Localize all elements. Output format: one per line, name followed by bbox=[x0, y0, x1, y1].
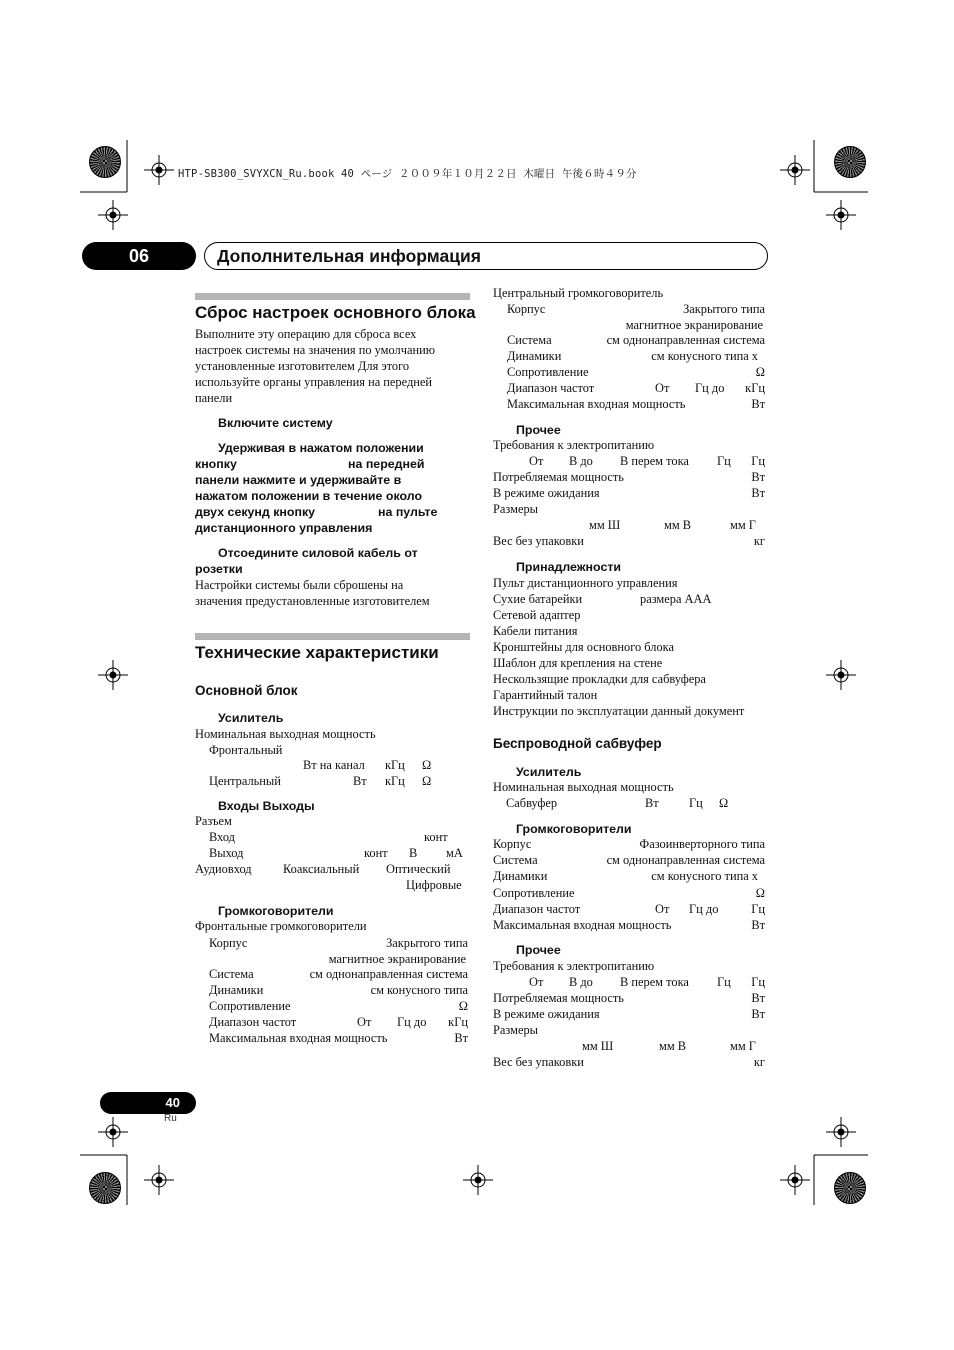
front-label: Фронтальный bbox=[209, 743, 283, 757]
max-power-row: Максимальная входная мощность Вт bbox=[507, 397, 765, 411]
chapter-title-box bbox=[204, 242, 768, 270]
rated-power-label: Номинальная выходная мощность bbox=[195, 727, 376, 741]
reset-result: Настройки системы были сброшены на значения предустановленные изготовителем bbox=[195, 578, 430, 608]
page-number-badge bbox=[100, 1092, 196, 1114]
print-file-line: HTP-SB300_SVYXCN_Ru.book 40 ページ ２００９年１０月２２日 木曜日 午後６時４９分 bbox=[178, 168, 637, 180]
amp-heading: Усилитель bbox=[516, 765, 582, 779]
section-title-reset: Сброс настроек основного блока bbox=[195, 303, 476, 322]
drivers-row: Динамики см конусного типа х bbox=[507, 349, 758, 363]
power-req-values: От В до В перем тока Гц Гц bbox=[529, 975, 765, 989]
shielding-row: магнитное экранирование bbox=[625, 318, 763, 332]
step-2-line: Удерживая в нажатом положении bbox=[218, 441, 424, 455]
other-heading: Прочее bbox=[516, 943, 561, 957]
audio-in-row: Аудиовход Коаксиальный Оптический bbox=[195, 862, 451, 876]
power-req-values: От В до В перем тока Гц Гц bbox=[529, 454, 765, 468]
main-unit-heading: Основной блок bbox=[195, 683, 298, 698]
crosshair-mark-icon bbox=[463, 1165, 493, 1195]
crosshair-mark-icon bbox=[144, 1165, 174, 1195]
crosshair-mark-icon bbox=[144, 155, 174, 185]
section-divider bbox=[195, 633, 470, 640]
speakers-heading: Громкоговорители bbox=[218, 904, 334, 918]
language-code: Ru bbox=[164, 1113, 177, 1124]
step-3-line: розетки bbox=[195, 562, 243, 576]
accessories-heading: Принадлежности bbox=[516, 560, 622, 574]
step-2-line: дистанционного управления bbox=[195, 521, 373, 535]
system-row: Система см однонаправленная система bbox=[493, 853, 765, 867]
weight-row: Вес без упаковки кг bbox=[493, 1055, 765, 1069]
rated-power-label: Номинальная выходная мощность bbox=[493, 780, 674, 794]
accessory-item: Нескользящие прокладки для сабвуфера bbox=[493, 672, 706, 686]
reset-intro: Выполните эту операцию для сброса всех настроек системы на значения по умолчанию установленные изготовителем Для этого используйте органы управления на передней панели bbox=[195, 327, 435, 405]
dimensions-values: мм Ш мм В мм Г bbox=[589, 518, 756, 532]
amp-heading: Усилитель bbox=[218, 711, 284, 725]
output-row: Выход конт В мА bbox=[209, 846, 463, 860]
crosshair-mark-icon bbox=[780, 1165, 810, 1195]
impedance-row: Сопротивление Ω bbox=[507, 365, 765, 379]
consumption-row: Потребляемая мощность Вт bbox=[493, 470, 765, 484]
crosshair-mark-icon bbox=[780, 155, 810, 185]
standby-row: В режиме ожидания Вт bbox=[493, 486, 765, 500]
starburst-mark-icon bbox=[89, 146, 121, 178]
weight-row: Вес без упаковки кг bbox=[493, 534, 765, 548]
enclosure-row: Корпус Закрытого типа bbox=[209, 936, 468, 950]
frequency-row: Диапазон частот От Гц до кГц bbox=[209, 1015, 468, 1029]
step-2-line: двух секунд кнопку на пульте bbox=[195, 505, 438, 519]
input-row: Вход конт bbox=[209, 830, 448, 844]
system-row: Система см однонаправленная система bbox=[507, 333, 765, 347]
frequency-row: Диапазон частот От Гц до кГц bbox=[507, 381, 765, 395]
starburst-mark-icon bbox=[834, 1172, 866, 1204]
step-2-line: кнопку на передней bbox=[195, 457, 425, 471]
power-req-label: Требования к электропитанию bbox=[493, 959, 655, 973]
accessory-item: Пульт дистанционного управления bbox=[493, 576, 678, 590]
max-power-row: Максимальная входная мощность Вт bbox=[209, 1031, 468, 1045]
drivers-row: Динамики см конусного типа х bbox=[493, 869, 758, 883]
crosshair-mark-icon bbox=[98, 660, 128, 690]
shielding-row: магнитное экранирование bbox=[328, 952, 466, 966]
power-req-label: Требования к электропитанию bbox=[493, 438, 655, 452]
page-number: 40 bbox=[165, 1095, 180, 1110]
accessory-item: Инструкции по эксплуатации данный документ bbox=[493, 704, 745, 718]
crosshair-mark-icon bbox=[98, 1117, 128, 1147]
io-heading: Входы Выходы bbox=[218, 799, 315, 813]
dimensions-label: Размеры bbox=[493, 502, 538, 516]
front-speakers-label: Фронтальные громкоговорители bbox=[195, 919, 367, 933]
accessory-item: Сетевой адаптер bbox=[493, 608, 581, 622]
enclosure-row: Корпус Закрытого типа bbox=[507, 302, 765, 316]
starburst-mark-icon bbox=[834, 146, 866, 178]
crosshair-mark-icon bbox=[98, 200, 128, 230]
front-values: Вт на канал кГц Ω bbox=[303, 758, 432, 772]
accessory-item: Кронштейны для основного блока bbox=[493, 640, 674, 654]
connector-label: Разъем bbox=[195, 814, 232, 828]
dimensions-values: мм Ш мм В мм Г bbox=[582, 1039, 756, 1053]
accessory-item: Шаблон для крепления на стене bbox=[493, 656, 663, 670]
step-2-line: нажатом положении в течение около bbox=[195, 489, 423, 503]
crosshair-mark-icon bbox=[826, 660, 856, 690]
section-title-specs: Технические характеристики bbox=[195, 643, 439, 662]
standby-row: В режиме ожидания Вт bbox=[493, 1007, 765, 1021]
enclosure-row: Корпус Фазоинверторного типа bbox=[493, 837, 765, 851]
impedance-row: Сопротивление Ω bbox=[209, 999, 468, 1013]
step-2-line: панели нажмите и удерживайте в bbox=[195, 473, 402, 487]
step-3-line: Отсоедините силовой кабель от bbox=[218, 546, 418, 560]
section-divider bbox=[195, 293, 470, 300]
accessory-item: Сухие батарейки размера AAA bbox=[493, 592, 712, 606]
accessory-item: Гарантийный талон bbox=[493, 688, 598, 702]
crosshair-mark-icon bbox=[826, 200, 856, 230]
consumption-row: Потребляемая мощность Вт bbox=[493, 991, 765, 1005]
dimensions-label: Размеры bbox=[493, 1023, 538, 1037]
center-values: Центральный Вт кГц Ω bbox=[209, 774, 432, 788]
system-row: Система см однонаправленная система bbox=[209, 967, 468, 981]
chapter-number-badge: 06 bbox=[82, 242, 196, 270]
step-1: Включите систему bbox=[218, 416, 333, 430]
accessory-item: Кабели питания bbox=[493, 624, 578, 638]
subwoofer-row: Сабвуфер Вт Гц Ω bbox=[506, 796, 729, 810]
max-power-row: Максимальная входная мощность Вт bbox=[493, 918, 765, 932]
wireless-sub-heading: Беспроводной сабвуфер bbox=[493, 736, 662, 751]
other-heading: Прочее bbox=[516, 423, 561, 437]
crosshair-mark-icon bbox=[826, 1117, 856, 1147]
impedance-row: Сопротивление Ω bbox=[493, 886, 765, 900]
speakers-heading: Громкоговорители bbox=[516, 822, 632, 836]
frequency-row: Диапазон частот От Гц до Гц bbox=[493, 902, 765, 916]
starburst-mark-icon bbox=[89, 1172, 121, 1204]
drivers-row: Динамики см конусного типа bbox=[209, 983, 468, 997]
center-speaker-label: Центральный громкоговоритель bbox=[493, 286, 664, 300]
chapter-title: Дополнительная информация bbox=[217, 246, 481, 266]
digital-label: Цифровые bbox=[406, 878, 462, 892]
